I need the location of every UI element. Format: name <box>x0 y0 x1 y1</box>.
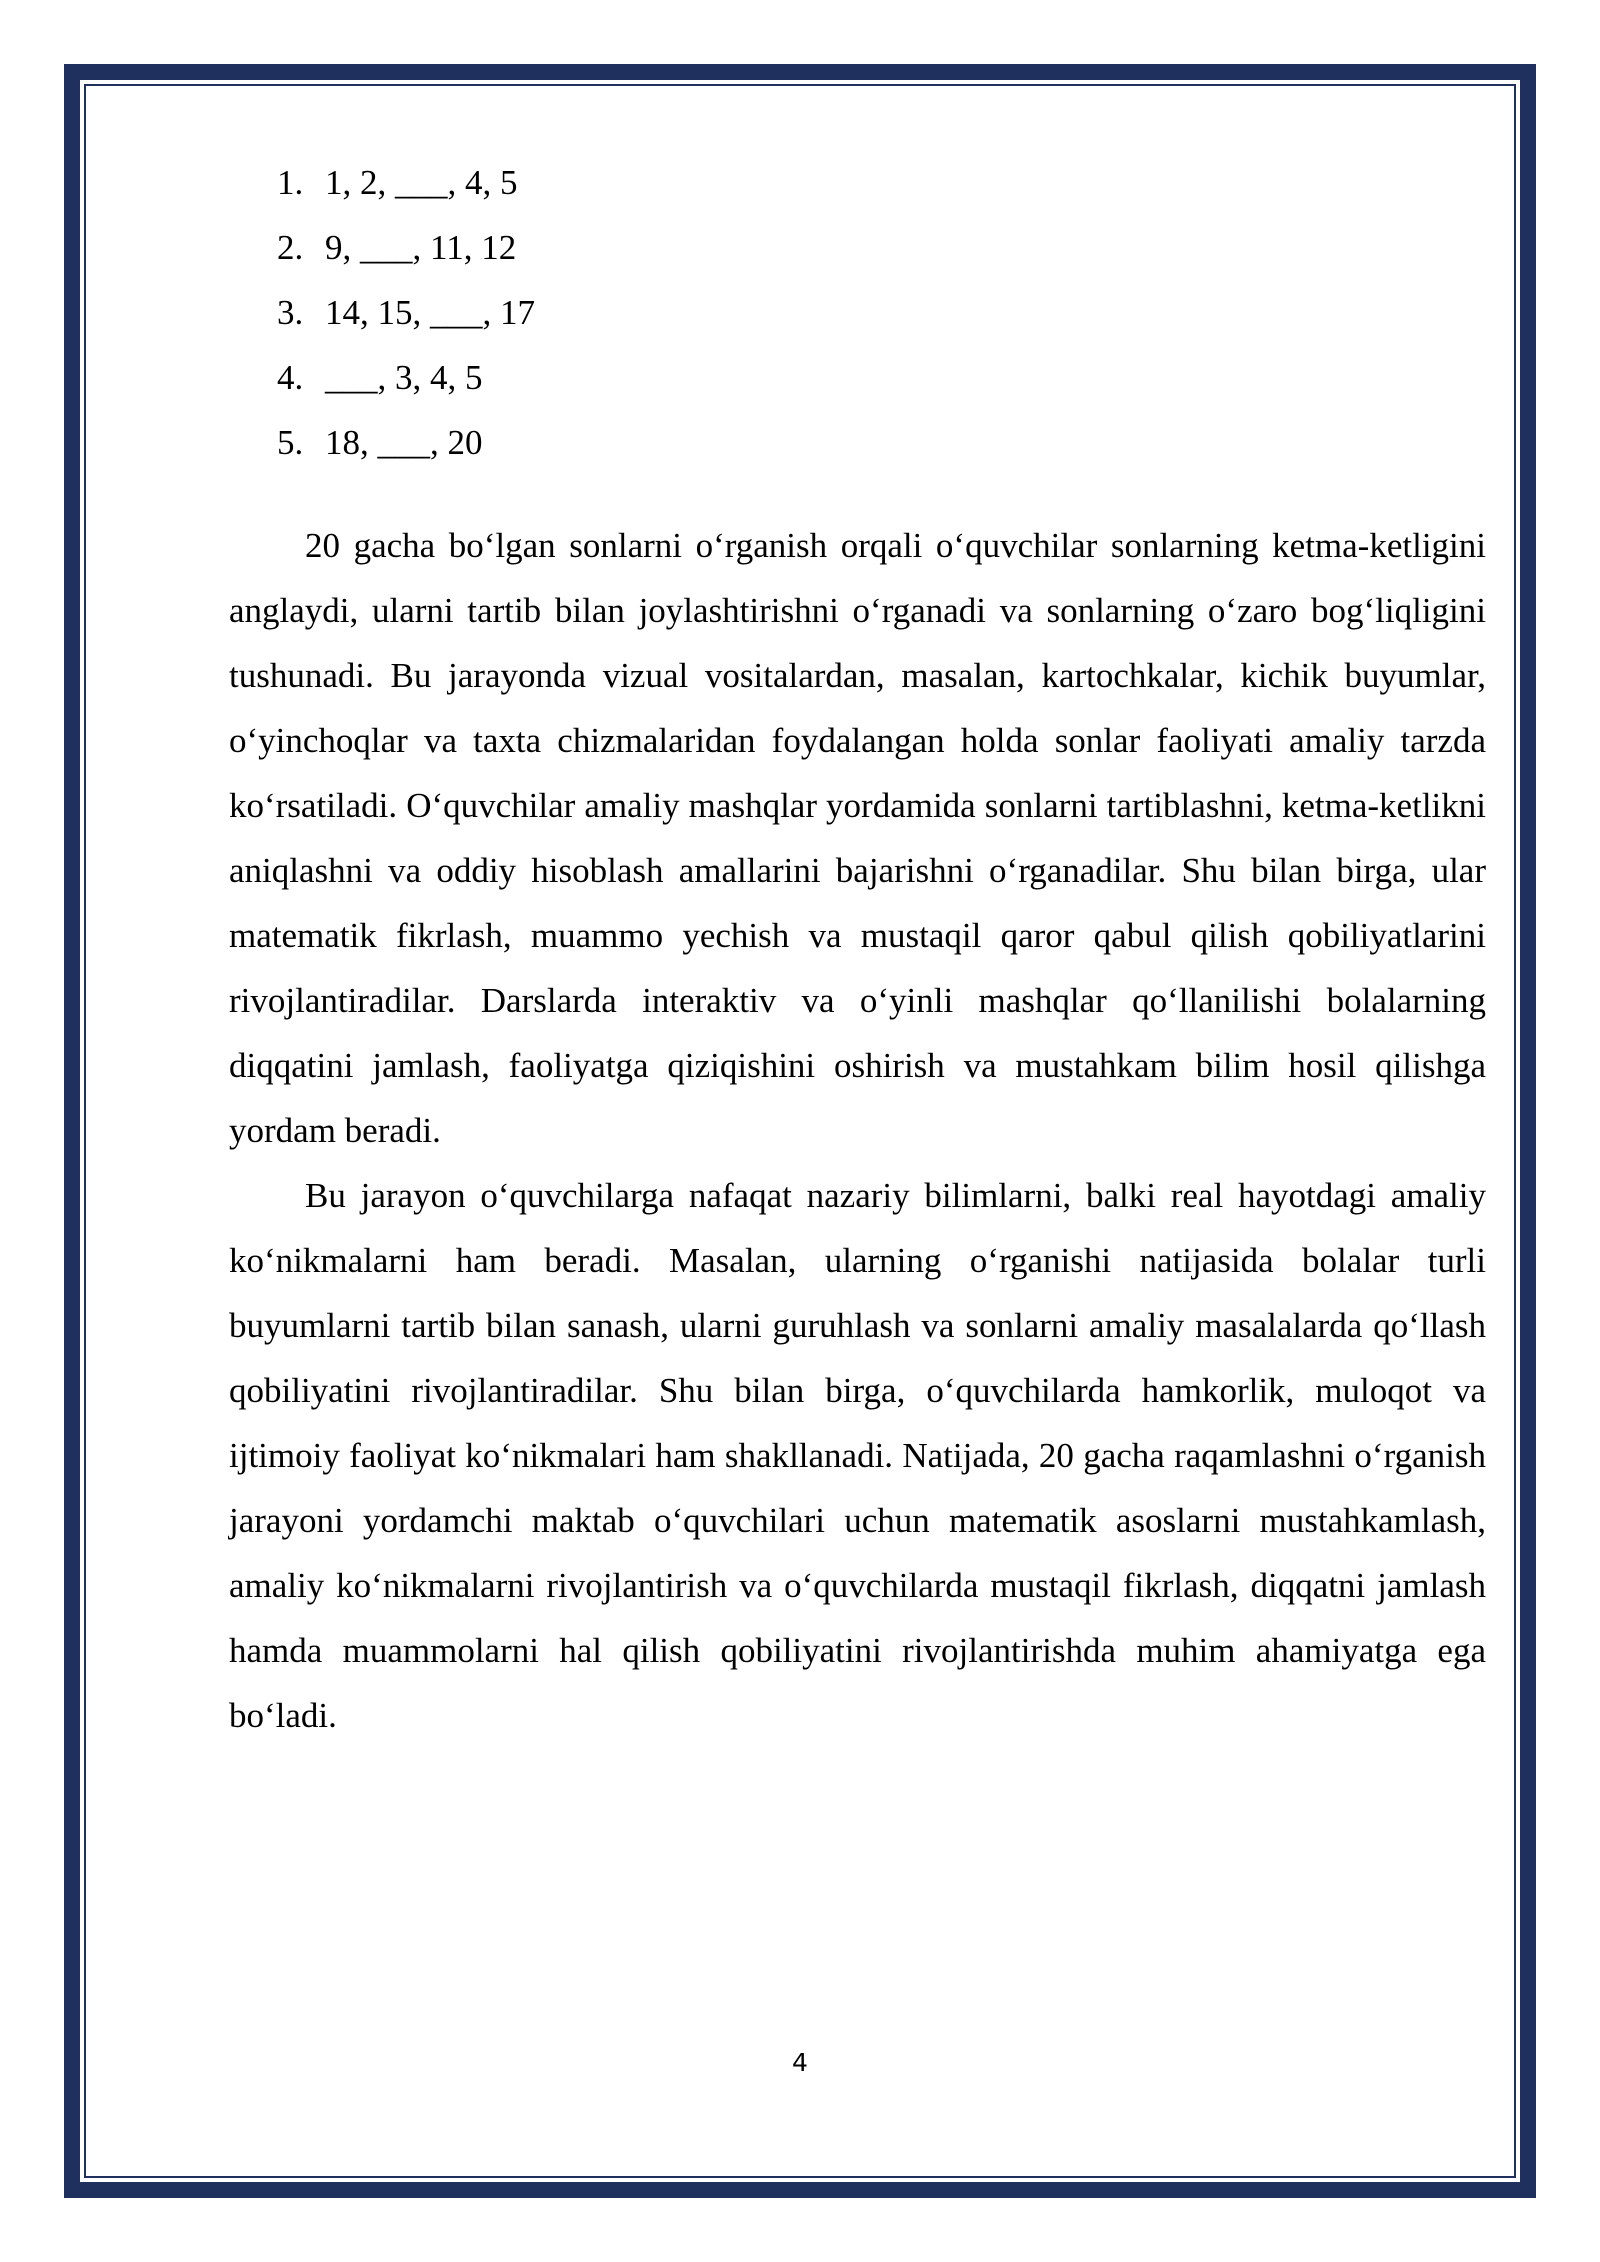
list-item-text: 14, 15, ___, 17 <box>325 293 535 332</box>
list-item-text: 1, 2, ___, 4, 5 <box>325 163 518 202</box>
list-item-number: 1. <box>277 163 304 202</box>
page-number: 4 <box>792 2048 808 2077</box>
list-item-number: 4. <box>277 358 304 397</box>
list-item <box>229 345 1486 410</box>
list-item-text: 9, ___, 11, 12 <box>325 228 517 267</box>
list-item <box>229 215 1486 280</box>
list-item <box>229 150 1486 215</box>
page-content <box>229 150 1486 1748</box>
list-item <box>229 410 1486 475</box>
list-item <box>229 280 1486 345</box>
list-item-text: 18, ___, 20 <box>325 423 483 462</box>
list-item-number: 2. <box>277 228 304 267</box>
body-paragraph: 20 gacha bo‘lgan sonlarni o‘rganish orqali o‘quvchilar sonlarning ketma-ketligini anglaydi, ularni tartib bilan joylashtirishni o‘rganadi va sonlarning o‘zaro bog‘liqligini tushunadi. Bu jarayonda vizual vositalardan, masalan, kartochkalar, kichik buyumlar, o‘yinchoqlar va taxta chizmalaridan foydalangan holda sonlar faoliyati amaliy tarzda ko‘rsatiladi. O‘quvchilar amaliy mashqlar yordamida sonlarni tartiblashni, ketma-ketlikni aniqlashni va oddiy hisoblash amallarini bajarishni o‘rganadilar. Shu bilan birga, ular matematik fikrlash, muammo yechish va mustaqil qaror qabul qilish qobiliyatlarini rivojlantiradilar. Darslarda interaktiv va o‘yinli mashqlar qo‘llanilishi bolalarning diqqatini jamlash, faoliyatga qiziqishini oshirish va mustahkam bilim hosil qilishga yordam beradi. <box>229 526 1486 1150</box>
list-item-number: 5. <box>277 423 304 462</box>
body-paragraph: Bu jarayon o‘quvchilarga nafaqat nazariy bilimlarni, balki real hayotdagi amaliy ko‘nikmalarni ham beradi. Masalan, ularning o‘rganishi natijasida bolalar turli buyumlarni tartib bilan sanash, ularni guruhlash va sonlarni amaliy masalalarda qo‘llash qobiliyatini rivojlantiradilar. Shu bilan birga, o‘quvchilarda hamkorlik, muloqot va ijtimoiy faoliyat ko‘nikmalari ham shakllanadi. Natijada, 20 gacha raqamlashni o‘rganish jarayoni yordamchi maktab o‘quvchilari uchun matematik asoslarni mustahkamlash, amaliy ko‘nikmalarni rivojlantirish va o‘quvchilarda mustaqil fikrlash, diqqatni jamlash hamda muammolarni hal qilish qobiliyatini rivojlantirishda muhim ahamiyatga ega bo‘ladi. <box>229 1176 1486 1735</box>
list-item-number: 3. <box>277 293 304 332</box>
list-item-text: ___, 3, 4, 5 <box>325 358 483 397</box>
sequence-exercise-list <box>229 150 1486 475</box>
